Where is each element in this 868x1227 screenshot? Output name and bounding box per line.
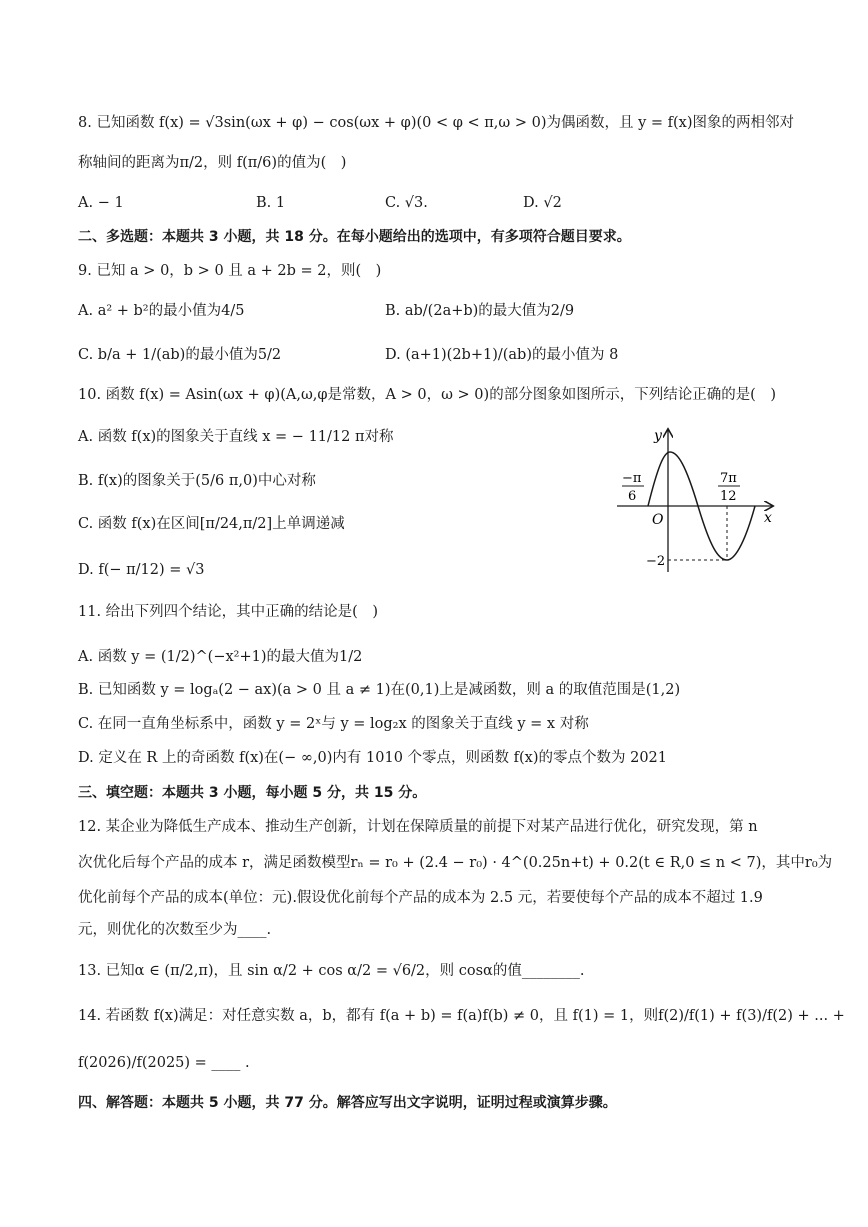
q11-stem: 11. 给出下列四个结论，其中正确的结论是( ) — [78, 604, 378, 620]
q10-option-c: C. 函数 f(x)在区间[π/24,π/2]上单调递减 — [78, 516, 345, 532]
q11-option-d: D. 定义在 R 上的奇函数 f(x)在(− ∞,0)内有 1010 个零点，则函数 f(x)的零点个数为 2021 — [78, 750, 668, 766]
q9-option-d: D. (a+1)(2b+1)/(ab)的最小值为 8 — [385, 347, 619, 363]
q11-option-a: A. 函数 y = (1/2)^(−x²+1)的最大值为1/2 — [78, 649, 363, 665]
q9-option-b: B. ab/(2a+b)的最大值为2/9 — [385, 303, 575, 319]
q10-option-b: B. f(x)的图象关于(5/6 π,0)中心对称 — [78, 473, 316, 489]
sine-graph-figure — [612, 424, 782, 574]
section-3-heading: 三、填空题：本题共 3 小题，每小题 5 分，共 15 分。 — [78, 785, 427, 801]
section-4-heading: 四、解答题：本题共 5 小题，共 77 分。解答应写出文字说明，证明过程或演算步骤。 — [78, 1095, 617, 1111]
q12-line3: 优化前每个产品的成本(单位：元).假设优化前每个产品的成本为 2.5 元，若要使每个产品的成本不超过 1.9 — [78, 890, 763, 906]
q8-option-d: D. √2 — [523, 195, 562, 211]
q14-line2: f(2026)/f(2025) = ____ . — [78, 1055, 250, 1071]
y-axis-label: y — [654, 428, 662, 444]
q10-option-d: D. f(− π/12) = √3 — [78, 562, 205, 578]
q10-option-a: A. 函数 f(x)的图象关于直线 x = − 11/12 π对称 — [78, 429, 394, 445]
section-2-heading: 二、多选题：本题共 3 小题，共 18 分。在每小题给出的选项中，有多项符合题目要求。 — [78, 229, 631, 245]
q13: 13. 已知α ∈ (π/2,π)，且 sin α/2 + cos α/2 = √6/2，则 cosα的值________. — [78, 963, 585, 979]
q8-option-b: B. 1 — [256, 195, 286, 211]
q8-option-c: C. √3. — [385, 195, 428, 211]
x-axis-label: x — [764, 510, 772, 526]
q8-option-a: A. − 1 — [78, 195, 124, 211]
q8-line2: 称轴间的距离为π/2，则 f(π/6)的值为( ) — [78, 155, 347, 171]
left-zero-denominator: 6 — [628, 489, 637, 504]
q10-stem: 10. 函数 f(x) = Asin(ωx + φ)(A,ω,φ是常数，A > 0，ω > 0)的部分图象如图所示，下列结论正确的是( ) — [78, 387, 777, 403]
q9-option-c: C. b/a + 1/(ab)的最小值为5/2 — [78, 347, 282, 363]
q12-line2: 次优化后每个产品的成本 r，满足函数模型rₙ = r₀ + (2.4 − r₀) · 4^(0.25n+t) + 0.2(t ∈ R,0 ≤ n < 7)，其中r₀为 — [78, 855, 833, 871]
left-zero-numerator: −π — [622, 471, 642, 486]
q12-line4: 元，则优化的次数至少为____. — [78, 922, 272, 938]
right-point-denominator: 12 — [720, 489, 737, 504]
origin-label: O — [652, 512, 664, 528]
q14-line1: 14. 若函数 f(x)满足：对任意实数 a，b，都有 f(a + b) = f(a)f(b) ≠ 0，且 f(1) = 1，则f(2)/f(1) + f(3)/f(2) + ... + — [78, 1008, 845, 1024]
min-value-label: −2 — [646, 554, 666, 569]
right-point-numerator: 7π — [720, 471, 737, 486]
q12-line1: 12. 某企业为降低生产成本、推动生产创新，计划在保障质量的前提下对某产品进行优化，研究发现，第 n — [78, 819, 758, 835]
q9-option-a: A. a² + b²的最小值为4/5 — [78, 303, 245, 319]
q8-line1: 8. 已知函数 f(x) = √3sin(ωx + φ) − cos(ωx + φ)(0 < φ < π,ω > 0)为偶函数，且 y = f(x)图象的两相邻对 — [78, 115, 794, 131]
q11-option-c: C. 在同一直角坐标系中，函数 y = 2ˣ与 y = log₂x 的图象关于直线 y = x 对称 — [78, 716, 589, 732]
q9-stem: 9. 已知 a > 0，b > 0 且 a + 2b = 2，则( ) — [78, 263, 382, 279]
q11-option-b: B. 已知函数 y = logₐ(2 − ax)(a > 0 且 a ≠ 1)在(0,1)上是减函数，则 a 的取值范围是(1,2) — [78, 682, 681, 698]
